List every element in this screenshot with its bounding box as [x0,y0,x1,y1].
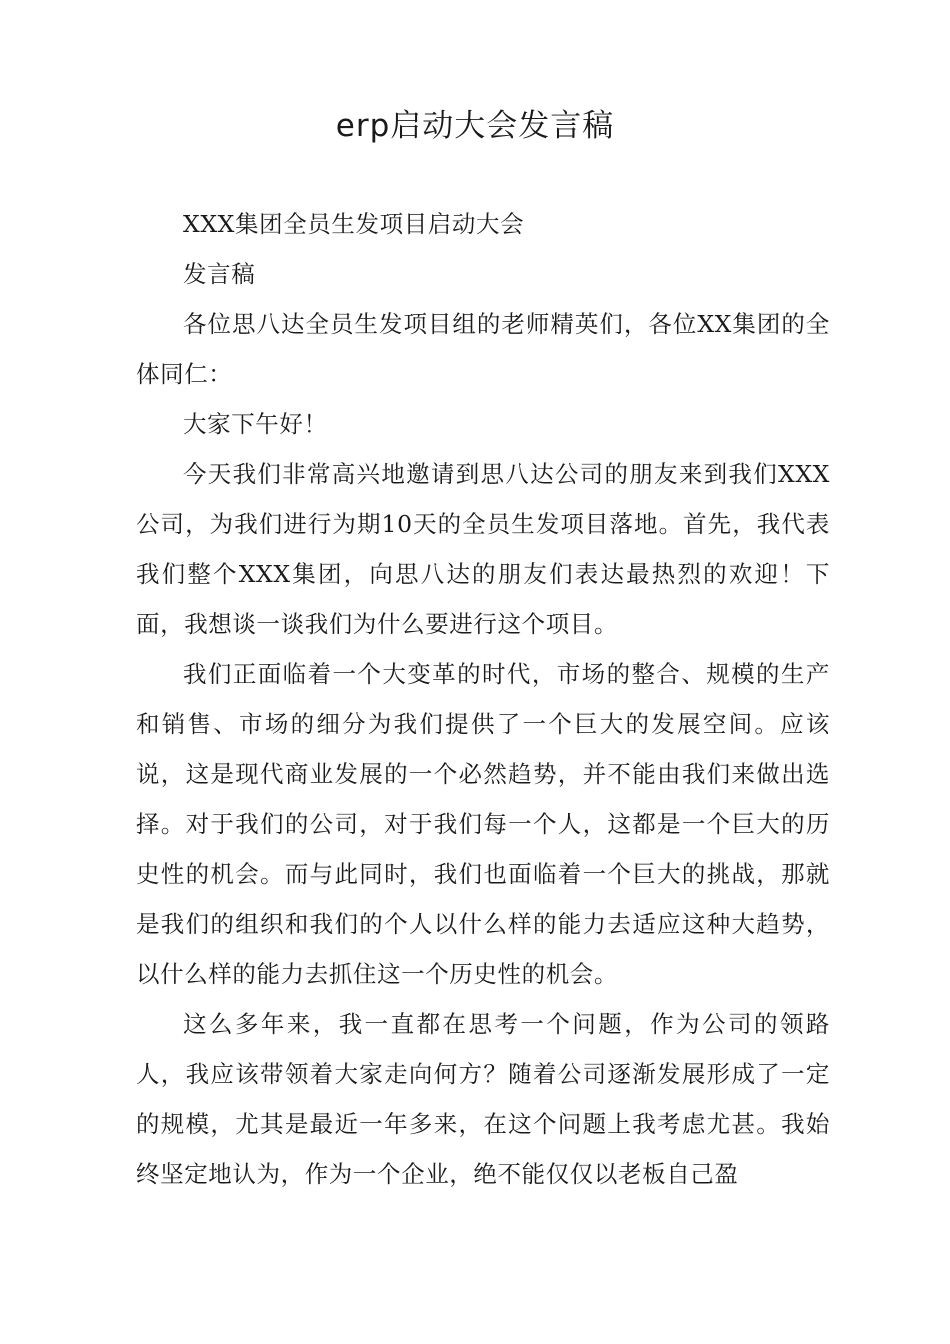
paragraph-greeting: 大家下午好！ [183,410,328,438]
paragraph-era-change: 我们正面临着一个大变革的时代，市场的整合、规模的生产和销售、市场的细分为我们提供了一个巨大的发展空间。应该说，这是现代商业发展的一个必然趋势，并不能由我们来做出选择。对于我们的公司，对于我们每一个人，这都是一个巨大的历史性的机会。而与此同时，我们也面临着一个巨大的挑战，那就是我们的组织和我们的个人以什么样的能力去适应这种大趋势，以什么样的能力去抓住这一个历史性的机会。 [136,660,830,988]
paragraph-reflection: 这么多年来，我一直都在思考一个问题，作为公司的领路人，我应该带领着大家走向何方？随着公司逐渐发展形成了一定的规模，尤其是最近一年多来，在这个问题上我考虑尤甚。我始终坚定地认为，作为一个企业，绝不能仅仅以老板自己盈 [136,1010,830,1188]
document-body [136,199,830,1199]
paragraph-heading-line: XXX集团全员生发项目启动大会 [183,210,525,238]
paragraph-subtitle: 发言稿 [183,260,256,288]
document-title: erp启动大会发言稿 [335,108,615,144]
paragraph-welcome: 今天我们非常高兴地邀请到思八达公司的朋友来到我们XXX公司，为我们进行为期10天的全员生发项目落地。首先，我代表我们整个XXX集团，向思八达的朋友们表达最热烈的欢迎！下面，我想谈一谈我们为什么要进行这个项目。 [136,460,830,638]
paragraph-salutation: 各位思八达全员生发项目组的老师精英们，各位XX集团的全体同仁： [136,310,830,388]
